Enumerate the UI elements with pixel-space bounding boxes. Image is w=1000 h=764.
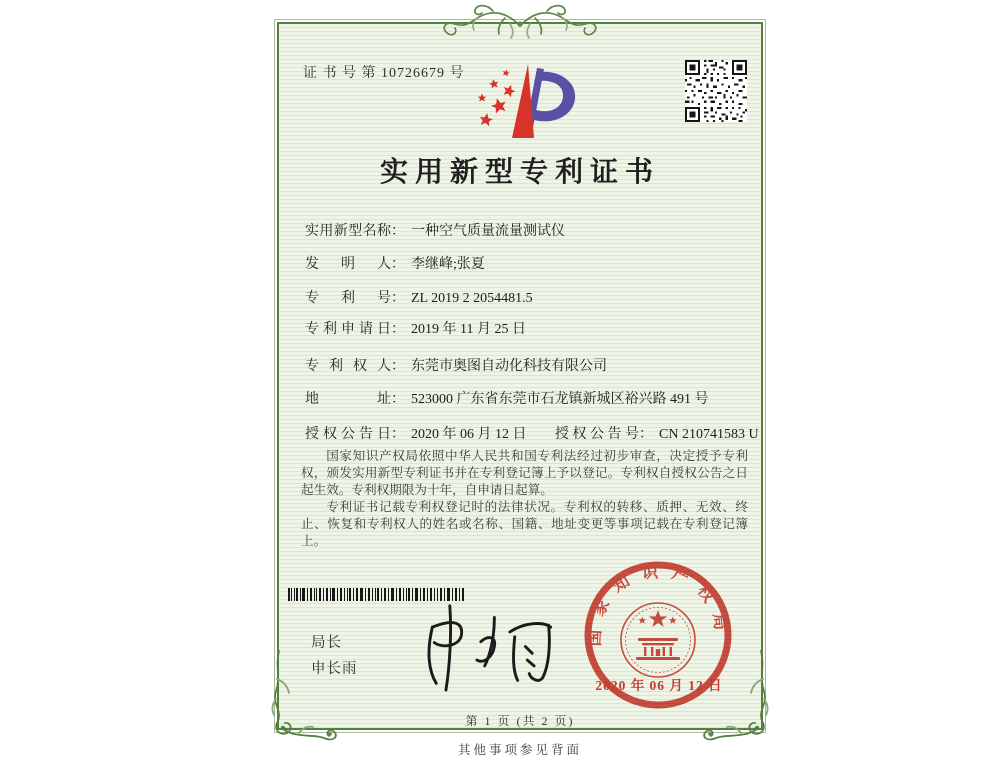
grant-row: [305, 423, 759, 443]
field-value: ZL 2019 2 2054481.5: [411, 291, 533, 306]
field-label: 专利权人: [305, 359, 391, 374]
field-colon: ：: [391, 427, 405, 442]
director-title: 局长: [311, 635, 342, 651]
field-label: 专利申请日: [305, 322, 391, 337]
top-flourish-ornament: [435, 2, 605, 46]
field-label: 发明人: [305, 257, 391, 272]
cnipa-logo-icon: [461, 60, 591, 140]
field-value: 一种空气质量流量测试仪: [411, 224, 565, 239]
field-value: 李继峰;张夏: [411, 257, 485, 272]
paragraph: 专利证书记载专利权登记时的法律状况。专利权的转移、质押、无效、终止、恢复和专利权人的姓名或名称、国籍、地址变更等事项记载在专利登记簿上。: [301, 500, 748, 548]
grant-no-value: CN 210741583 U: [659, 427, 759, 442]
field-row: [305, 355, 755, 375]
field-colon: ：: [391, 392, 405, 407]
director-signature: [413, 594, 568, 699]
national-emblem-icon: [621, 603, 695, 677]
field-colon: ：: [391, 359, 405, 374]
director-name: 申长雨: [311, 661, 358, 677]
grant-date-label: 授权公告日: [305, 427, 391, 442]
director-block: [311, 630, 358, 682]
field-row: [305, 318, 755, 338]
certificate-sheet: [277, 22, 763, 730]
field-label: 地址: [305, 392, 391, 407]
field-row: [305, 253, 755, 273]
seal-date: 2020 年 06 月 12 日: [595, 678, 723, 693]
certificate-number: 证 书 号 第 10726679 号: [303, 66, 465, 81]
page-footer: 第 1 页 (共 2 页): [465, 714, 575, 728]
logo-stars: [478, 68, 517, 126]
field-value: 2019 年 11 月 25 日: [411, 322, 526, 337]
logo-wedge: [512, 64, 534, 138]
field-value: 东莞市奥图自动化科技有限公司: [411, 359, 607, 374]
qr-code: [685, 60, 747, 122]
field-row: [305, 388, 755, 408]
field-row: [305, 287, 755, 307]
field-colon: ：: [391, 257, 405, 272]
grant-date-value: 2020 年 06 月 12 日: [411, 427, 527, 442]
back-note: 其他事项参见背面: [457, 743, 582, 757]
field-colon: ：: [639, 427, 653, 442]
seal-text: 国家知识产权局: [584, 561, 732, 647]
field-label: 实用新型名称: [305, 224, 391, 239]
field-colon: ：: [391, 224, 405, 239]
field-value: 523000 广东省东莞市石龙镇新城区裕兴路 491 号: [411, 392, 709, 407]
paragraph: 国家知识产权局依照中华人民共和国专利法经过初步审查，决定授予专利权，颁发实用新型专利证书并在专利登记簿上予以登记。专利权自授权公告之日起生效。专利权期限为十年，自申请日起算。: [301, 449, 748, 497]
field-colon: ：: [391, 291, 405, 306]
grant-no-label: 授权公告号: [555, 427, 639, 442]
field-label: 专利号: [305, 291, 391, 306]
certificate-title: 实用新型专利证书: [379, 157, 660, 188]
field-colon: ：: [391, 322, 405, 337]
field-row: [305, 220, 755, 240]
svg-text:国家知识产权局: [585, 562, 732, 647]
body-paragraphs: [301, 448, 748, 550]
